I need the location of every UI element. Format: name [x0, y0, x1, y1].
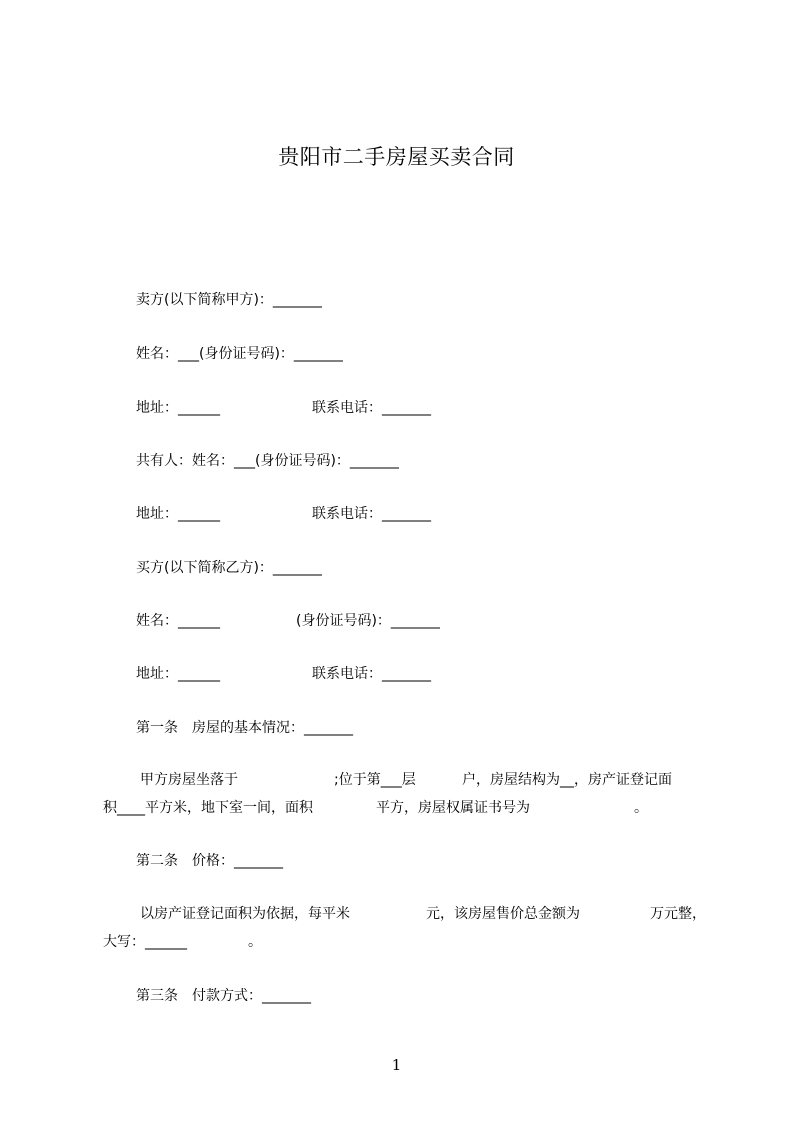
article2-p1-c: 万元整，: [650, 906, 706, 922]
page-title: 贵阳市二手房屋买卖合同: [278, 145, 515, 169]
article2-p1-b: 元，该房屋售价总金额为: [426, 906, 580, 922]
seller-phone: 联系电话：_______: [312, 400, 431, 416]
seller-header: 卖方(以下简称甲方)：_______: [136, 292, 322, 308]
buyer-address: 地址：______: [136, 666, 220, 682]
article1-p2-c: 。: [634, 800, 648, 816]
article2-heading: 第二条 价格：_______: [136, 853, 283, 869]
buyer-header: 买方(以下简称乙方)：_______: [136, 560, 322, 576]
article1-heading: 第一条 房屋的基本情况：_______: [136, 720, 353, 736]
page-number: 1: [391, 1056, 402, 1074]
seller-address: 地址：______: [136, 400, 220, 416]
co-owner-address: 地址：______: [136, 506, 220, 522]
seller-name-line: 姓名：___(身份证号码)：_______: [136, 346, 343, 362]
article3-heading: 第三条 付款方式：_______: [136, 988, 311, 1004]
article2-p1-a: 以房产证登记面积为依据，每平米: [140, 906, 350, 922]
article1-p1-a: 甲方房屋坐落于: [140, 772, 238, 788]
article1-p1-b: ;位于第___层: [334, 772, 416, 788]
co-owner-name-line: 共有人：姓名：___(身份证号码)：_______: [136, 453, 399, 469]
article1-p2-b: 平方，房屋权属证书号为: [376, 800, 530, 816]
buyer-phone: 联系电话：_______: [312, 666, 431, 682]
article2-p2-a: 大写：______: [103, 934, 187, 950]
article2-p2-b: 。: [248, 934, 262, 950]
buyer-name: 姓名：______: [136, 613, 220, 629]
article1-p1-c: 户，房屋结构为__，房产证登记面: [462, 772, 672, 788]
buyer-id: (身份证号码)：_______: [296, 613, 440, 629]
article1-p2-a: 积____平方米，地下室一间，面积: [103, 800, 313, 816]
co-owner-phone: 联系电话：_______: [312, 506, 431, 522]
